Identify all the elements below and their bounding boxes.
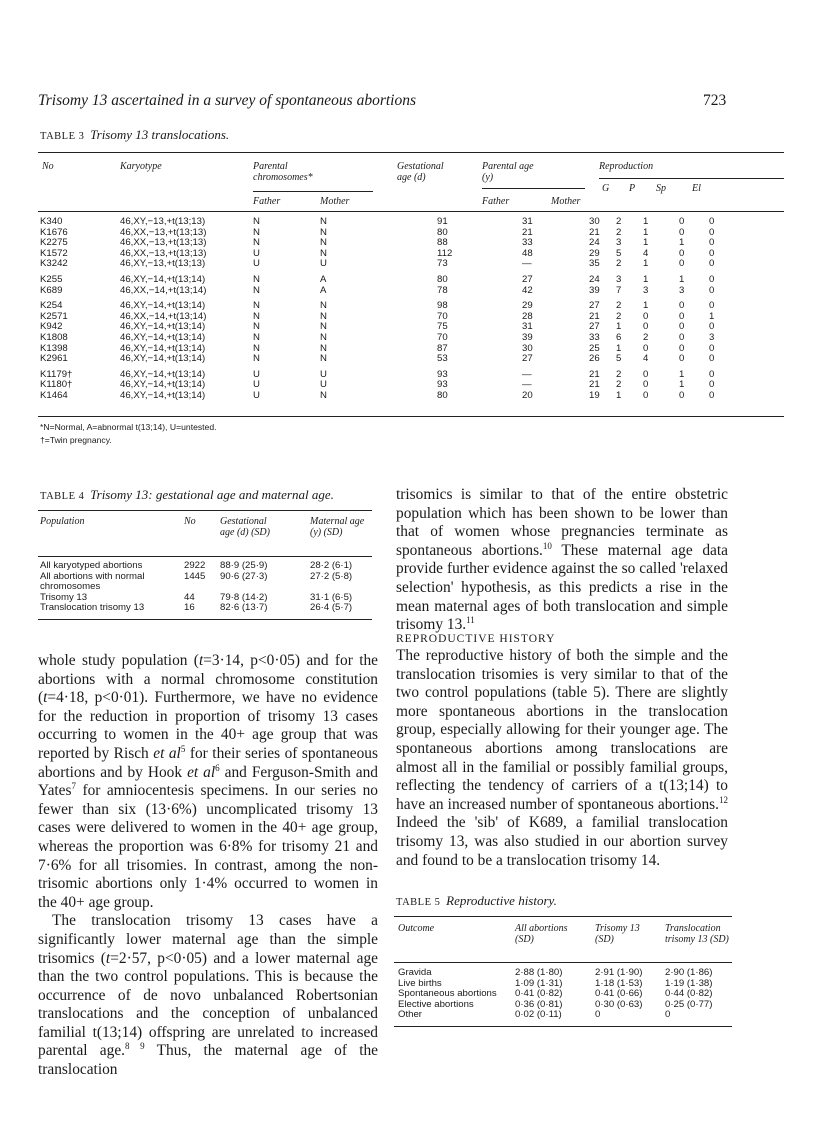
- table3-cell: 27: [589, 300, 600, 312]
- table3-cell: 0: [679, 331, 685, 343]
- table3-cell: K942: [40, 321, 63, 333]
- table3-cell: K2571: [40, 310, 68, 322]
- table3-row: [40, 296, 714, 312]
- table3-cell: N: [320, 226, 327, 238]
- table3-cell: N: [253, 237, 260, 249]
- table3-cell: 2: [616, 258, 622, 270]
- table3-cell: 1: [643, 216, 649, 227]
- t4-h-no: No: [184, 516, 196, 527]
- table4-row: [40, 572, 370, 593]
- table3-cell: 46,XY,−14,+t(13;14): [120, 321, 206, 333]
- table3-cell: N: [320, 353, 327, 365]
- table4-cell: 28·2 (6·1): [310, 560, 353, 571]
- table3-cell: U: [320, 258, 327, 270]
- table3-cell: 29: [589, 247, 600, 259]
- table4-cell: 90·6 (27·3): [220, 570, 268, 582]
- table4-cell: 16: [184, 602, 195, 614]
- table5-cell: 2·88 (1·80): [515, 967, 563, 978]
- table3-cell: N: [320, 300, 327, 312]
- right-paragraph-2: The reproductive history of both the simple and the translocation trisomies is very similar to that of the two control populations (table 5). There are slightly more spontaneous abortions in the translocation group, especially allowing for their younger age. The spontaneous abortions among translocations are almost all in the familial or possibly familial groups, reflecting the tendency of carriers of a t(13;14) to have an increased number of spontaneous abortions.$^{12}$ Indeed the 'sib' of K689, a familial translocation trisomy 13, was also studied in our abortion survey and found to be a translocation trisomy 14.: [396, 647, 728, 869]
- table4-row: [40, 561, 370, 572]
- table3-row: [40, 259, 714, 270]
- table3-cell: K2275: [40, 237, 68, 249]
- table3-cell: 73: [437, 258, 448, 270]
- table3-cell: 46,XY,−14,+t(13;14): [120, 331, 206, 343]
- table3-cell: 28: [522, 310, 533, 322]
- table3-cell: 42: [522, 284, 533, 296]
- table3-cell: 27: [522, 353, 533, 365]
- table3-cell: 2: [616, 300, 622, 312]
- table3-cell: 21: [589, 226, 600, 238]
- table3-cell: 3: [709, 331, 715, 343]
- table3-cell: N: [320, 310, 327, 322]
- table3-cell: 46,XY,−14,+t(13;14): [120, 379, 206, 391]
- table3-caption: [40, 127, 229, 143]
- table3-cell: 6: [616, 331, 622, 343]
- table3-cell: U: [253, 389, 260, 401]
- table3-cell: 75: [437, 321, 448, 333]
- table5-cell: Gravida: [398, 967, 432, 978]
- t5-h-outcome: Outcome: [398, 923, 435, 934]
- t3-h-g: G: [602, 183, 610, 194]
- table3-cell: 21: [589, 368, 600, 380]
- table3-cell: 0: [679, 258, 685, 270]
- table3-cell: 70: [437, 331, 448, 343]
- table3-cell: 0: [709, 226, 715, 238]
- table3-cell: 46,XY,−14,+t(13;14): [120, 273, 206, 285]
- table3-cell: N: [253, 321, 260, 333]
- t3-h-karyotype: Karyotype: [120, 161, 162, 172]
- table3-cell: 29: [522, 300, 533, 312]
- table3-cell: N: [253, 310, 260, 322]
- table3-cell: N: [253, 331, 260, 343]
- table3-cell: 0: [679, 353, 685, 365]
- table4-cell: 79·8 (14·2): [220, 591, 268, 603]
- table3-cell: 0: [643, 379, 649, 391]
- t3-h-mother: Mother: [320, 196, 350, 207]
- table4-body: [40, 561, 370, 614]
- table3-cell: 0: [709, 216, 715, 227]
- table3-cell: 24: [589, 237, 600, 249]
- table3-cell: U: [253, 379, 260, 391]
- running-head: Trisomy 13 ascertained in a survey of spontaneous abortions: [38, 92, 417, 109]
- table3-cell: 2: [616, 368, 622, 380]
- table3-cell: 25: [589, 342, 600, 354]
- table3-cell: K255: [40, 273, 63, 285]
- table3-cell: 0: [709, 342, 715, 354]
- table3-cell: 1: [643, 273, 649, 285]
- table3-cell: 0: [679, 216, 685, 227]
- table3-cell: N: [253, 284, 260, 296]
- table5-body: [398, 968, 731, 1021]
- t5-h-trans: Translocation trisomy 13 (SD): [665, 923, 729, 945]
- table5-cell: 0·02 (0·11): [515, 1009, 562, 1021]
- table3-cell: 46,XY,−13,+t(13;13): [120, 216, 206, 227]
- table4-cell: Translocation trisomy 13: [40, 602, 145, 614]
- table3-cell: N: [320, 342, 327, 354]
- table3-cell: N: [320, 216, 327, 227]
- table5-row: [398, 1010, 731, 1021]
- table3-cell: U: [320, 379, 327, 391]
- table3-cell: 0: [709, 389, 715, 401]
- table3-cell: 46,XX,−14,+t(13;14): [120, 284, 207, 296]
- table4-cell: 2922: [184, 560, 206, 571]
- table3-cell: 21: [589, 379, 600, 391]
- table3-cell: 0: [709, 258, 715, 270]
- table3-cell: N: [253, 300, 260, 312]
- table5-label: TABLE 5: [396, 897, 441, 908]
- table3-cell: 46,XY,−13,+t(13;13): [120, 258, 206, 270]
- table3-cell: U: [320, 368, 327, 380]
- table3-cell: 0: [679, 226, 685, 238]
- table5-cell: Elective abortions: [398, 998, 474, 1010]
- table3-cell: 46,XX,−14,+t(13;14): [120, 310, 207, 322]
- table3-cell: 5: [616, 353, 622, 365]
- table3-cell: 0: [679, 247, 685, 259]
- table3-cell: K1808: [40, 331, 68, 343]
- table3-cell: 0: [709, 273, 715, 285]
- table3-cell: 1: [643, 226, 649, 238]
- t3-h-father-age: Father: [482, 196, 510, 207]
- table3-cell: 3: [643, 284, 649, 296]
- table3-cell: 19: [589, 389, 600, 401]
- table3-cell: N: [320, 389, 327, 401]
- table3-cell: 2: [616, 226, 622, 238]
- table3-cell: 3: [616, 273, 622, 285]
- right-paragraph-1: trisomics is similar to that of the entire obstetric population which has been shown to be lower than that of women whose pregnancies terminate as spontaneous abortions.$^{10}$ These maternal age data provide further evidence against the so called 'relaxed selection' hypothesis, as this predicts a rise in the mean maternal ages of both translocation and simple trisomy 13.11: [396, 486, 728, 634]
- table3-cell: 7: [616, 284, 622, 296]
- table3-cell: K1398: [40, 342, 68, 354]
- right-section-text: [396, 647, 728, 870]
- table3-cell: 0: [643, 342, 649, 354]
- table3-cell: 48: [522, 247, 533, 259]
- table3-cell: 2: [643, 331, 649, 343]
- table3-row: [40, 217, 714, 228]
- t3-h-parental-chrom: Parental chromosomes*: [253, 161, 313, 183]
- table3-footnote-1: *N=Normal, A=abnormal t(13;14), U=untested.: [40, 422, 217, 432]
- table3-cell: 1: [643, 237, 649, 249]
- table3-cell: 1: [616, 342, 622, 354]
- t3-h-gestational: Gestational age (d): [397, 161, 444, 183]
- table4-cell: 31·1 (6·5): [310, 591, 353, 603]
- t4-h-gest: Gestational age (d) (SD): [220, 516, 270, 538]
- table4-cell: 27·2 (5·8): [310, 570, 353, 582]
- table3-cell: 0: [709, 321, 715, 333]
- table3-cell: —: [522, 258, 532, 270]
- table3-cell: 24: [589, 273, 600, 285]
- t3-h-reproduction: Reproduction: [599, 161, 654, 172]
- table3-cell: 0: [643, 389, 649, 401]
- table3-cell: 70: [437, 310, 448, 322]
- table3-cell: N: [253, 353, 260, 365]
- section-heading: REPRODUCTIVE HISTORY: [396, 633, 556, 645]
- table3-cell: N: [320, 331, 327, 343]
- table5-cell: Other: [398, 1009, 422, 1021]
- t5-h-tri: Trisomy 13 (SD): [595, 923, 640, 945]
- t3-h-p: P: [629, 183, 636, 194]
- table3-cell: U: [253, 258, 260, 270]
- table3-cell: 39: [522, 331, 533, 343]
- table3-cell: 21: [589, 310, 600, 322]
- table3-cell: 33: [589, 331, 600, 343]
- table3-cell: 31: [522, 321, 533, 333]
- table5-cell: 0·25 (0·77): [665, 998, 713, 1010]
- table3-cell: 93: [437, 368, 448, 380]
- table5-cell: 0·30 (0·63): [595, 998, 643, 1010]
- left-paragraph-2: The translocation trisomy 13 cases have a significantly lower maternal age than the simple trisomics (t=2·57, p<0·05) and a lower maternal age than the two control populations. This is because the occurrence of de novo unbalanced Robertsonian translocations and the conception of unbalanced familial t(13;14) offspring are unrelated to increased parental age.$^{8 9}$ Thus, the maternal age of the translocation: [38, 912, 378, 1079]
- table5-title: Reproductive history.: [446, 893, 557, 908]
- table5-row: [398, 1000, 731, 1011]
- table3-row: [40, 365, 714, 381]
- table3-cell: 0: [679, 310, 685, 322]
- table3-cell: 1: [679, 273, 685, 285]
- table5-caption: [396, 893, 557, 909]
- table3-cell: 88: [437, 237, 448, 249]
- table3-cell: N: [320, 247, 327, 259]
- table3-cell: 0: [679, 321, 685, 333]
- table3-cell: 3: [616, 237, 622, 249]
- table5-cell: 0·41 (0·66): [595, 988, 643, 1000]
- table3-cell: 91: [437, 216, 448, 227]
- table3-cell: U: [253, 368, 260, 380]
- table5-cell: 2·90 (1·86): [665, 967, 713, 978]
- table3-cell: 31: [522, 216, 533, 227]
- table3-cell: 80: [437, 273, 448, 285]
- table3-row: [40, 270, 714, 286]
- table4-cell: 1445: [184, 570, 206, 582]
- table3-cell: 1: [643, 258, 649, 270]
- table3-cell: 0: [643, 321, 649, 333]
- table3-cell: 1: [616, 321, 622, 333]
- table5-cell: 1·18 (1·53): [595, 977, 643, 989]
- table5-cell: 1·09 (1·31): [515, 977, 563, 989]
- table3-cell: 21: [522, 226, 533, 238]
- table3-cell: 1: [679, 237, 685, 249]
- table5-cell: 0·41 (0·82): [515, 988, 563, 1000]
- table3-cell: N: [320, 321, 327, 333]
- table3-row: [40, 391, 714, 402]
- table3-cell: 27: [589, 321, 600, 333]
- table3-cell: 0: [643, 310, 649, 322]
- table5-cell: 2·91 (1·90): [595, 967, 643, 978]
- table3-cell: 0: [679, 300, 685, 312]
- table3-cell: 46,XX,−13,+t(13;13): [120, 226, 207, 238]
- table3-cell: 0: [709, 284, 715, 296]
- table3-cell: K3242: [40, 258, 68, 270]
- table3-cell: 26: [589, 353, 600, 365]
- table3-body: [40, 217, 714, 402]
- table3-cell: 46,XY,−14,+t(13;14): [120, 353, 206, 365]
- table3-row: [40, 286, 714, 297]
- table3-cell: 93: [437, 379, 448, 391]
- table3-cell: 30: [522, 342, 533, 354]
- table3-cell: 46,XY,−14,+t(13;14): [120, 300, 206, 312]
- table3-cell: N: [253, 273, 260, 285]
- table4-caption: [40, 487, 334, 503]
- t5-h-all: All abortions (SD): [515, 923, 568, 945]
- table3-cell: 33: [522, 237, 533, 249]
- table3-cell: A: [320, 273, 327, 285]
- table3-cell: 5: [616, 247, 622, 259]
- table3-cell: 98: [437, 300, 448, 312]
- table3-cell: 46,XX,−13,+t(13;13): [120, 247, 207, 259]
- t3-h-el: El: [692, 183, 701, 194]
- table4-label: TABLE 4: [40, 491, 85, 502]
- table3-cell: 1: [679, 368, 685, 380]
- left-column-text: [38, 652, 378, 1080]
- t4-h-mat: Maternal age (y) (SD): [310, 516, 365, 538]
- table3-cell: 20: [522, 389, 533, 401]
- table3-cell: 35: [589, 258, 600, 270]
- table3-cell: —: [522, 368, 532, 380]
- table3-cell: —: [522, 379, 532, 391]
- table5-row: [398, 968, 731, 979]
- table5-cell: Spontaneous abortions: [398, 988, 497, 1000]
- table3-cell: K254: [40, 300, 63, 312]
- table5-cell: 1·19 (1·38): [665, 977, 713, 989]
- table3-cell: N: [253, 216, 260, 227]
- table3-cell: K1180†: [40, 379, 73, 391]
- table3-cell: 2: [616, 216, 622, 227]
- t3-h-sp: Sp: [656, 183, 666, 194]
- table3-cell: 3: [679, 284, 685, 296]
- table4-title: Trisomy 13: gestational age and maternal age.: [90, 487, 334, 502]
- left-paragraph-1: whole study population (t=3·14, p<0·05) and for the abortions with a normal chromosome constitution (t=4·18, p<0·01). Furthermore, we have no evidence for the reduction in proportion of trisomy 13 cases occurring to women in the 40+ age group that was reported by Risch et $al^5$ for their series of spontaneous abortions and by Hook et $al^6$ and Ferguson-Smith and Yates$^7$ for amniocentesis specimens. In our series no fewer than six (13·6%) uncomplicated trisomy 13 cases were delivered to women in the 40+ age group, whereas the proportion was 6·8% for trisomy 21 and 7·6% for all trisomies. In contrast, among the non-trisomic abortions only 1·4% occurred to women in the 40+ age group.: [38, 652, 378, 911]
- table5-cell: 0·36 (0·81): [515, 998, 563, 1010]
- table3-cell: 87: [437, 342, 448, 354]
- t3-h-parental-age: Parental age (y): [482, 161, 534, 183]
- table3-label: TABLE 3: [40, 131, 85, 142]
- table3-cell: 1: [679, 379, 685, 391]
- table3-cell: K340: [40, 216, 63, 227]
- table4-cell: 44: [184, 591, 195, 603]
- table3-cell: 0: [679, 342, 685, 354]
- table3-cell: K1464: [40, 389, 68, 401]
- table3-row: [40, 354, 714, 365]
- table3-title: Trisomy 13 translocations.: [90, 127, 230, 142]
- table3-cell: 27: [522, 273, 533, 285]
- table3-cell: N: [320, 237, 327, 249]
- table5-cell: 0·44 (0·82): [665, 988, 713, 1000]
- table3-cell: N: [253, 342, 260, 354]
- table3-cell: 112: [437, 247, 453, 259]
- table3-cell: 80: [437, 389, 448, 401]
- table3-cell: 0: [709, 353, 715, 365]
- table3-cell: 1: [616, 389, 622, 401]
- table3-cell: K689: [40, 284, 63, 296]
- table4-cell: All karyotyped abortions: [40, 560, 143, 571]
- right-top-text: [396, 486, 728, 635]
- table3-cell: 80: [437, 226, 448, 238]
- table5-cell: Live births: [398, 977, 442, 989]
- table3-cell: 0: [679, 389, 685, 401]
- table3-cell: K1179†: [40, 368, 73, 380]
- table3-cell: 39: [589, 284, 600, 296]
- table3-cell: 46,XY,−14,+t(13;14): [120, 342, 206, 354]
- table4-row: [40, 603, 370, 614]
- table3-cell: 1: [643, 300, 649, 312]
- t4-h-population: Population: [40, 516, 85, 527]
- table4-cell: Trisomy 13: [40, 591, 88, 603]
- table3-cell: 46,XY,−14,+t(13;14): [120, 389, 206, 401]
- table3-cell: 46,XX,−13,+t(13;13): [120, 237, 207, 249]
- table3-footnote-2: †=Twin pregnancy.: [40, 435, 112, 445]
- table4-cell: All abortions with normal chromosomes: [40, 570, 145, 593]
- table4-cell: 26·4 (5·7): [310, 602, 353, 614]
- table3-cell: 4: [643, 247, 649, 259]
- table3-cell: U: [253, 247, 260, 259]
- table3-cell: 0: [709, 247, 715, 259]
- t3-h-father: Father: [253, 196, 281, 207]
- table3-cell: A: [320, 284, 327, 296]
- table4-cell: 88·9 (25·9): [220, 560, 268, 571]
- page-number: 723: [703, 92, 727, 109]
- table4-cell: 82·6 (13·7): [220, 602, 268, 614]
- table3-cell: 0: [709, 379, 715, 391]
- table3-cell: 78: [437, 284, 448, 296]
- table3-cell: K1572: [40, 247, 68, 259]
- table5-cell: 0: [595, 1009, 601, 1021]
- table3-cell: 0: [709, 237, 715, 249]
- table3-cell: 46,XY,−14,+t(13;14): [120, 368, 206, 380]
- table3-cell: 0: [709, 300, 715, 312]
- table3-cell: K1676: [40, 226, 68, 238]
- table3-cell: 53: [437, 353, 448, 365]
- table3-cell: 0: [643, 368, 649, 380]
- table3-cell: 0: [709, 368, 715, 380]
- table3-cell: 2: [616, 310, 622, 322]
- t3-h-no: No: [42, 161, 54, 172]
- table3-cell: 4: [643, 353, 649, 365]
- t3-h-mother-age: Mother: [551, 196, 581, 207]
- table3-cell: 1: [709, 310, 715, 322]
- table3-cell: N: [253, 226, 260, 238]
- table3-cell: 2: [616, 379, 622, 391]
- table3-row: [40, 333, 714, 344]
- table3-cell: 30: [589, 216, 600, 227]
- table3-cell: K2961: [40, 353, 68, 365]
- table5-cell: 0: [665, 1009, 671, 1021]
